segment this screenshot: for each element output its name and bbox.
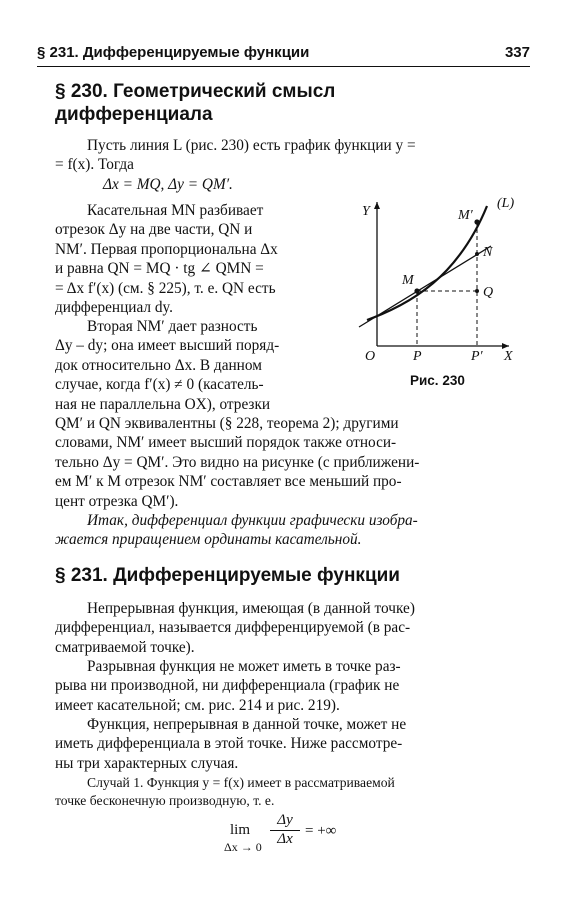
section-230-conclusion — [55, 511, 527, 550]
formula-denominator: Δx — [277, 831, 293, 847]
para2-line: словами, NM′ имеет высший порядок также относи- — [55, 434, 397, 452]
intro-line: = f(x). Тогда — [55, 156, 134, 174]
para1-line: = Δx f′(x) (см. § 225), т. е. QN есть — [55, 279, 276, 297]
intro-line: Пусть линия L (рис. 230) есть график функции y = — [87, 137, 416, 154]
s231-para2-line: Разрывная функция не может иметь в точке раз- — [87, 658, 401, 675]
page-number: 337 — [504, 44, 530, 61]
s231-para3-line: ны три характерных случая. — [55, 754, 239, 772]
s231-para2-line: имеет касательной; см. рис. 214 и рис. 219). — [55, 696, 340, 714]
para2-line: ем M′ к M отрезок NM′ составляет все меньший про- — [55, 473, 402, 491]
figure-230-diagram — [357, 188, 537, 398]
para2-line: тельно Δy = QM′. Это видно на рисунке (с приближени- — [55, 453, 420, 471]
s231-para1-line: сматриваемой точке). — [55, 638, 195, 656]
section-231-para2 — [55, 657, 527, 715]
point-m — [414, 288, 419, 293]
intro-formula: Δx = MQ, Δy = QM′. — [103, 175, 233, 193]
figure-230-caption: Рис. 230 — [410, 373, 465, 388]
label-m-prime: M′ — [458, 208, 473, 223]
para2-line: Вторая NM′ дает разность — [87, 318, 258, 335]
section-230-intro — [55, 136, 527, 194]
para2-line: ная не параллельна OX), отрезки — [55, 395, 271, 413]
label-p: P — [413, 349, 422, 364]
section-231-para3 — [55, 715, 527, 773]
section-230-title-line2: дифференциала — [55, 104, 213, 125]
running-head — [37, 42, 530, 67]
point-n — [475, 252, 479, 256]
label-p-prime: P′ — [471, 349, 483, 364]
curve-l — [367, 206, 487, 320]
s231-para3-line: иметь дифференциала в этой точке. Ниже рассмотре- — [55, 735, 403, 753]
para1-line: и равна QN = MQ · tg ∠ QMN = — [55, 260, 264, 278]
conclusion-line: жается приращением ординаты касательной. — [55, 531, 362, 549]
conclusion-line: Итак, дифференциал функции графически изобра- — [87, 512, 418, 529]
para2-line: Δy – dy; она имеет высший поряд- — [55, 337, 280, 355]
s231-para3-line: Функция, непрерывная в данной точке, может не — [87, 716, 407, 733]
label-curve-l: (L) — [497, 196, 515, 211]
para1-line: NM′. Первая пропорциональна Δx — [55, 240, 278, 258]
formula-subscript: Δx → 0 — [224, 840, 262, 854]
para1-line: дифференциал dy. — [55, 299, 173, 317]
case-1-text — [55, 774, 527, 809]
case-1-line: точке бесконечную производную, т. е. — [55, 792, 275, 808]
para2-line: случае, когда f′(x) ≠ 0 (касатель- — [55, 376, 264, 394]
para1-line: отрезок Δy на две части, QN и — [55, 221, 253, 239]
para2-line: док относительно Δx. В данном — [55, 356, 262, 374]
s231-para2-line: рыва ни производной, ни дифференциала (график не — [55, 677, 400, 695]
formula-rhs: = +∞ — [305, 823, 337, 839]
section-231-para1 — [55, 599, 527, 657]
section-231-title: § 231. Дифференцируемые функции — [55, 565, 400, 586]
label-q: Q — [483, 285, 494, 300]
y-axis-arrow — [374, 202, 380, 209]
point-m-prime — [474, 219, 479, 224]
section-230-title — [55, 80, 335, 126]
s231-para1-line: дифференциал, называется дифференцируемой (в рас- — [55, 619, 411, 637]
formula-lim: lim — [230, 822, 251, 838]
tangent-mn — [359, 246, 494, 327]
label-y: Y — [362, 204, 370, 219]
label-o: O — [365, 349, 376, 364]
s231-para1-line: Непрерывная функция, имеющая (в данной точке) — [87, 600, 415, 617]
formula-numerator: Δy — [270, 812, 300, 831]
para2-line: QM′ и QN эквивалентны (§ 228, теорема 2); другими — [55, 415, 399, 433]
running-head-title: § 231. Дифференцируемые функции — [37, 44, 310, 61]
formula-fraction — [270, 812, 300, 848]
para1-line: Касательная MN разбивает — [87, 202, 264, 219]
case-1-line: Случай 1. Функция y = f(x) имеет в рассматриваемой — [87, 775, 395, 790]
label-n: N — [483, 245, 493, 260]
label-x: X — [504, 349, 513, 364]
section-230-title-line1: § 230. Геометрический смысл — [55, 81, 336, 102]
label-m: M — [402, 273, 414, 288]
section-230-para1 — [55, 201, 345, 317]
para2-line: цент отрезка QM′). — [55, 492, 179, 510]
point-q — [475, 289, 479, 293]
